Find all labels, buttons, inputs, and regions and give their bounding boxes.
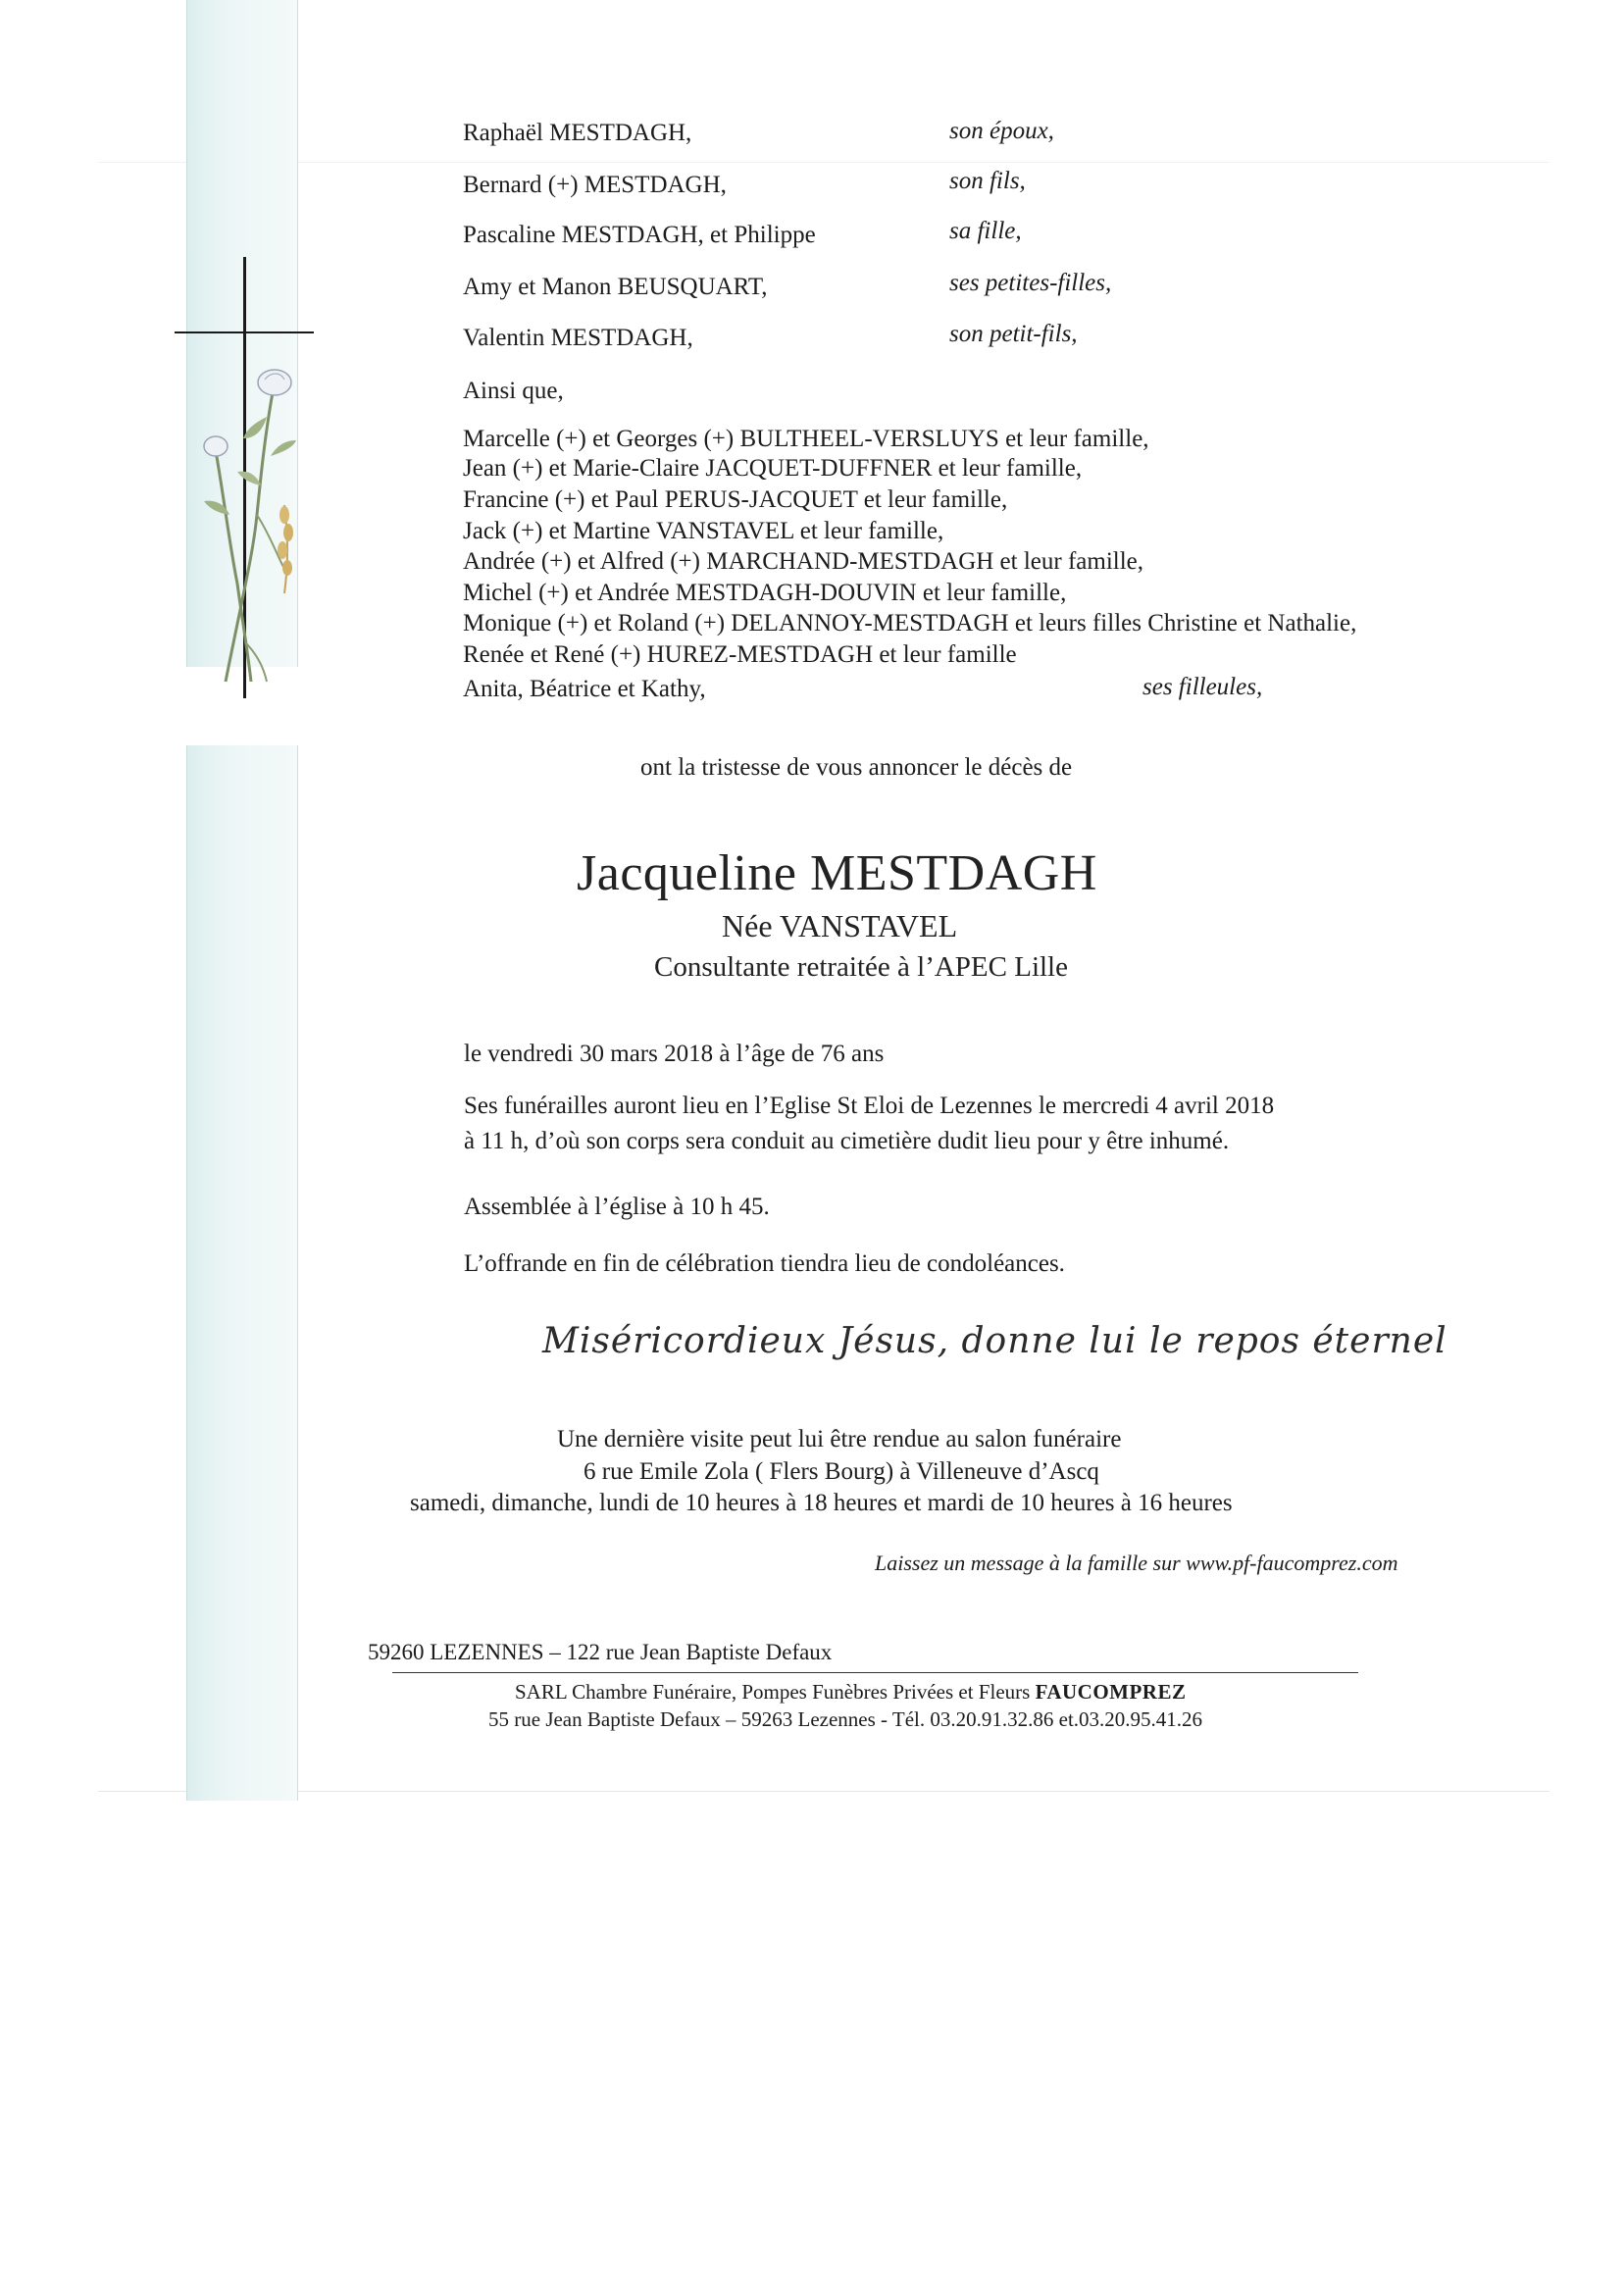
flower-icon [186, 358, 314, 691]
footer-company-line: SARL Chambre Funéraire, Pompes Funèbres Privées et Fleurs [515, 1680, 1031, 1704]
relatives-line: Jean (+) et Marie-Claire JACQUET-DUFFNER et leur famille, [463, 455, 1083, 482]
visit-line: samedi, dimanche, lundi de 10 heures à 18 heures et mardi de 10 heures à 16 heures [410, 1490, 1233, 1516]
relatives-line: Andrée (+) et Alfred (+) MARCHAND-MESTDAGH et leur famille, [463, 548, 1144, 575]
visit-line: Une dernière visite peut lui être rendue au salon funéraire [557, 1426, 1122, 1452]
relatives-line: Anita, Béatrice et Kathy, [463, 676, 706, 702]
ainsi-que: Ainsi que, [463, 378, 564, 404]
family-relation: ses petites-filles, [949, 270, 1112, 296]
relatives-line: Monique (+) et Roland (+) DELANNOY-MESTDAGH et leurs filles Christine et Nathalie, [463, 610, 1357, 636]
family-relation: son petit-fils, [949, 321, 1078, 347]
funeral-line: Ses funérailles auront lieu en l’Eglise St Eloi de Lezennes le mercredi 4 avril 2018 [464, 1093, 1275, 1119]
death-date: le vendredi 30 mars 2018 à l’âge de 76 ans [464, 1041, 885, 1067]
funeral-line: à 11 h, d’où son corps sera conduit au cimetière dudit lieu pour y être inhumé. [464, 1128, 1230, 1154]
family-name: Amy et Manon BEUSQUART, [463, 274, 768, 300]
family-name: Valentin MESTDAGH, [463, 325, 693, 351]
footer-contact: 55 rue Jean Baptiste Defaux – 59263 Lezennes - Tél. 03.20.91.32.86 et.03.20.95.41.26 [488, 1707, 1203, 1731]
footer-brand: FAUCOMPREZ [1035, 1680, 1187, 1704]
relatives-line: Marcelle (+) et Georges (+) BULTHEEL-VERSLUYS et leur famille, [463, 426, 1149, 452]
relatives-line: Renée et René (+) HUREZ-MESTDAGH et leur famille [463, 641, 1017, 668]
relatives-line: Jack (+) et Martine VANSTAVEL et leur famille, [463, 518, 944, 544]
assembly-time: Assemblée à l’église à 10 h 45. [464, 1194, 770, 1220]
family-name: Bernard (+) MESTDAGH, [463, 172, 727, 198]
family-name: Pascaline MESTDAGH, et Philippe [463, 222, 816, 248]
visit-line: 6 rue Emile Zola ( Flers Bourg) à Villeneuve d’Ascq [584, 1458, 1099, 1485]
family-relation: son fils, [949, 168, 1026, 194]
ribbon-bottom [186, 745, 298, 1801]
family-name: Raphaël MESTDAGH, [463, 120, 692, 146]
deceased-maiden-name: Née VANSTAVEL [722, 908, 958, 943]
relatives-line: Michel (+) et Andrée MESTDAGH-DOUVIN et leur famille, [463, 580, 1067, 606]
deceased-occupation: Consultante retraitée à l’APEC Lille [654, 951, 1068, 983]
family-relation: sa fille, [949, 218, 1022, 244]
footer-company [515, 1682, 1187, 1703]
family-relation: son époux, [949, 118, 1054, 144]
website-message: Laissez un message à la famille sur www.pf-faucomprez.com [875, 1551, 1398, 1575]
offering-note: L’offrande en fin de célébration tiendra lieu de condoléances. [464, 1250, 1065, 1277]
office-address: 59260 LEZENNES – 122 rue Jean Baptiste Defaux [368, 1640, 833, 1664]
footer-divider [392, 1672, 1358, 1673]
announcement: ont la tristesse de vous annoncer le décès de [640, 754, 1073, 781]
deceased-name: Jacqueline MESTDAGH [577, 845, 1097, 901]
filleules-relation: ses filleules, [1142, 674, 1263, 700]
relatives-line: Francine (+) et Paul PERUS-JACQUET et leur famille, [463, 486, 1008, 513]
prayer: Miséricordieux Jésus, donne lui le repos éternel [542, 1321, 1447, 1361]
